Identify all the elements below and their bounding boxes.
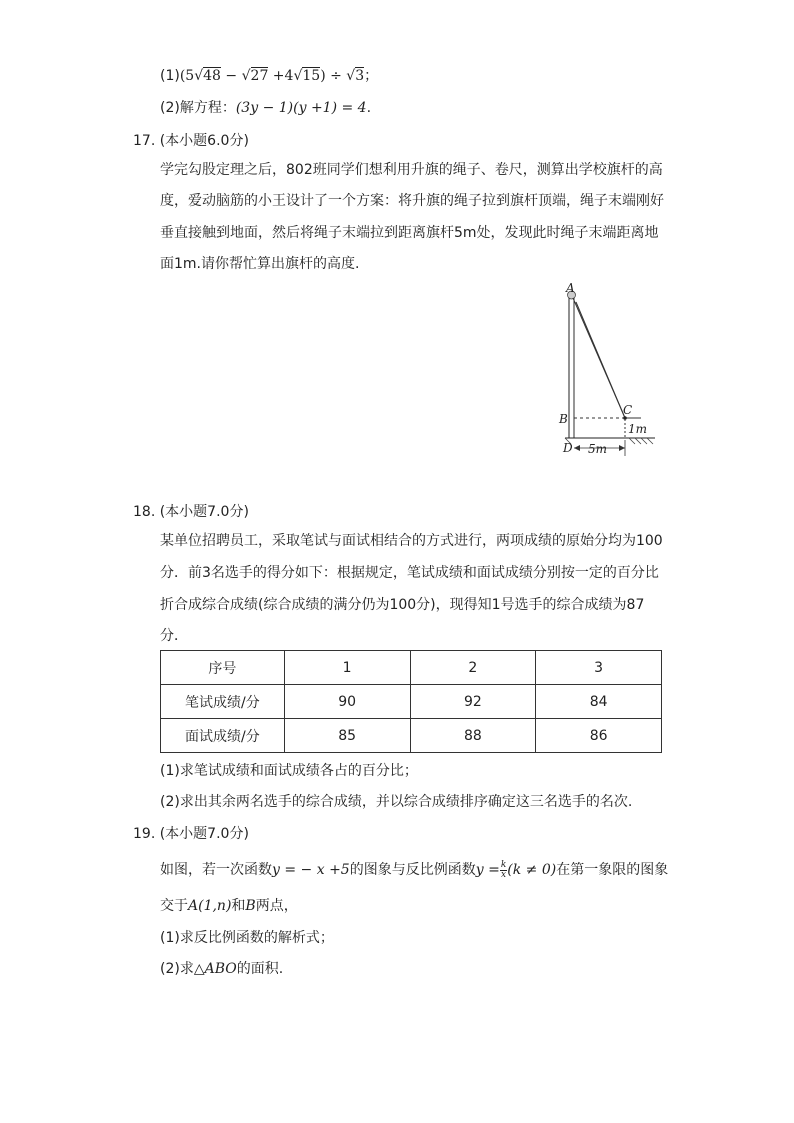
- label-5m: 5m: [588, 442, 608, 456]
- q17-line-4: 面1m.请你帮忙算出旗杆的高度.: [160, 256, 360, 272]
- q19-number: 19.: [133, 826, 156, 842]
- linear-function: y = − x +5: [272, 862, 350, 878]
- q18-part2: (2)求出其余两名选手的综合成绩，并以综合成绩排序确定这三名选手的名次.: [160, 794, 633, 810]
- sqrt-27: √27: [241, 68, 269, 84]
- q18-part1: (1)求笔试成绩和面试成绩各占的百分比；: [160, 763, 418, 779]
- table-cell: 90: [284, 685, 410, 719]
- q18-number: 18.: [133, 504, 156, 520]
- q18-line-1: 某单位招聘员工，采取笔试与面试相结合的方式进行，两项成绩的原始分均为100: [160, 533, 663, 549]
- label-d: D: [563, 441, 573, 455]
- q19-part2: [160, 959, 283, 979]
- label-b: B: [559, 412, 568, 426]
- q18-line-3: 折合成综合成绩(综合成绩的满分仍为100分)，现得知1号选手的综合成绩为87: [160, 597, 645, 613]
- table-cell: 92: [410, 685, 536, 719]
- q19-text-b: 的图象与反比例函数: [349, 862, 476, 878]
- q16-part2-end: .: [366, 100, 372, 116]
- q19-line-1: [160, 859, 668, 881]
- q17-header: [133, 131, 249, 151]
- q17-line-2: 度，爱动脑筋的小王设计了一个方案：将升旗的绳子拉到旗杆顶端，绳子末端刚好: [160, 193, 664, 209]
- triangle-abo: △ABO: [193, 961, 237, 977]
- table-cell: 笔试成绩/分: [161, 685, 285, 719]
- rope-line-2: [576, 302, 625, 418]
- minus-sign: −: [220, 68, 242, 84]
- q18-header: [133, 502, 249, 522]
- q19-text-c: 在第一象限的图象: [556, 862, 669, 878]
- radicand-27: 27: [250, 68, 269, 84]
- q19-text-d: 交于: [160, 898, 188, 914]
- inverse-function-lhs: y =: [475, 862, 500, 878]
- q16-equation: (3y − 1)(y +1) = 4: [235, 100, 367, 116]
- table-cell: 86: [536, 719, 662, 753]
- q18-score: (本小题7.0分): [159, 504, 249, 520]
- table-cell: 面试成绩/分: [161, 719, 285, 753]
- table-row: [161, 685, 662, 719]
- sqrt-3: √3: [346, 68, 365, 84]
- q16-part1: [160, 66, 378, 86]
- point-a-expr: A(1,n): [188, 898, 232, 914]
- q16-part2: [160, 98, 371, 118]
- fraction-numerator: k: [500, 859, 507, 870]
- sqrt-15: √15: [293, 68, 321, 84]
- q16-part1-end: ；: [364, 68, 379, 84]
- q17-line-1: 学完勾股定理之后，802班同学们想利用升旗的绳子、卷尺，测算出学校旗杆的高: [160, 162, 663, 178]
- table-header-cell: 1: [284, 651, 410, 685]
- q16-expr-open: (5: [179, 68, 195, 84]
- plus-four: +4: [268, 68, 294, 84]
- q19-text-e: 和: [231, 898, 246, 914]
- point-b-expr: B: [245, 898, 256, 914]
- label-1m: 1m: [628, 422, 648, 436]
- table-header-row: [161, 651, 662, 685]
- radicand-48: 48: [203, 68, 221, 84]
- q16-part2-label: (2)解方程：: [160, 100, 236, 116]
- close-divide: ) ÷: [320, 68, 347, 84]
- flagpole-figure: [555, 280, 665, 460]
- q19-part1: (1)求反比例函数的解析式；: [160, 930, 334, 946]
- q19-text-a: 如图，若一次函数: [160, 862, 272, 878]
- table-cell: 88: [410, 719, 536, 753]
- q19-line-2: [160, 896, 298, 916]
- condition-k: (k ≠ 0): [507, 862, 557, 878]
- q16-part1-label: (1): [160, 68, 180, 84]
- q19-part2-end: 的面积.: [236, 961, 284, 977]
- q19-part2-label: (2)求: [160, 961, 194, 977]
- table-header-cell: 序号: [161, 651, 285, 685]
- score-table: [160, 650, 662, 753]
- radicand-15: 15: [302, 68, 321, 84]
- ground-hatch: [565, 438, 653, 444]
- table-cell: 85: [284, 719, 410, 753]
- sqrt-48: √48: [194, 68, 221, 84]
- flagpole-shape: [569, 298, 574, 438]
- q18-line-2: 分．前3名选手的得分如下：根据规定，笔试成绩和面试成绩分别按一定的百分比: [160, 565, 659, 581]
- table-header-cell: 3: [536, 651, 662, 685]
- table-row: [161, 719, 662, 753]
- q17-number: 17.: [133, 133, 156, 149]
- table-header-cell: 2: [410, 651, 536, 685]
- label-c: C: [623, 403, 633, 417]
- table-cell: 84: [536, 685, 662, 719]
- q17-score: (本小题6.0分): [159, 133, 249, 149]
- q19-score: (本小题7.0分): [159, 826, 249, 842]
- q19-header: [133, 824, 249, 844]
- q17-line-3: 垂直接触到地面，然后将绳子末端拉到距离旗杆5m处，发现此时绳子末端距离地: [160, 225, 659, 241]
- q18-line-4: 分．: [160, 628, 188, 644]
- radicand-3: 3: [355, 68, 365, 84]
- fraction-denominator: x: [501, 869, 507, 880]
- label-a: A: [566, 281, 575, 295]
- q19-text-f: 两点，: [255, 898, 298, 914]
